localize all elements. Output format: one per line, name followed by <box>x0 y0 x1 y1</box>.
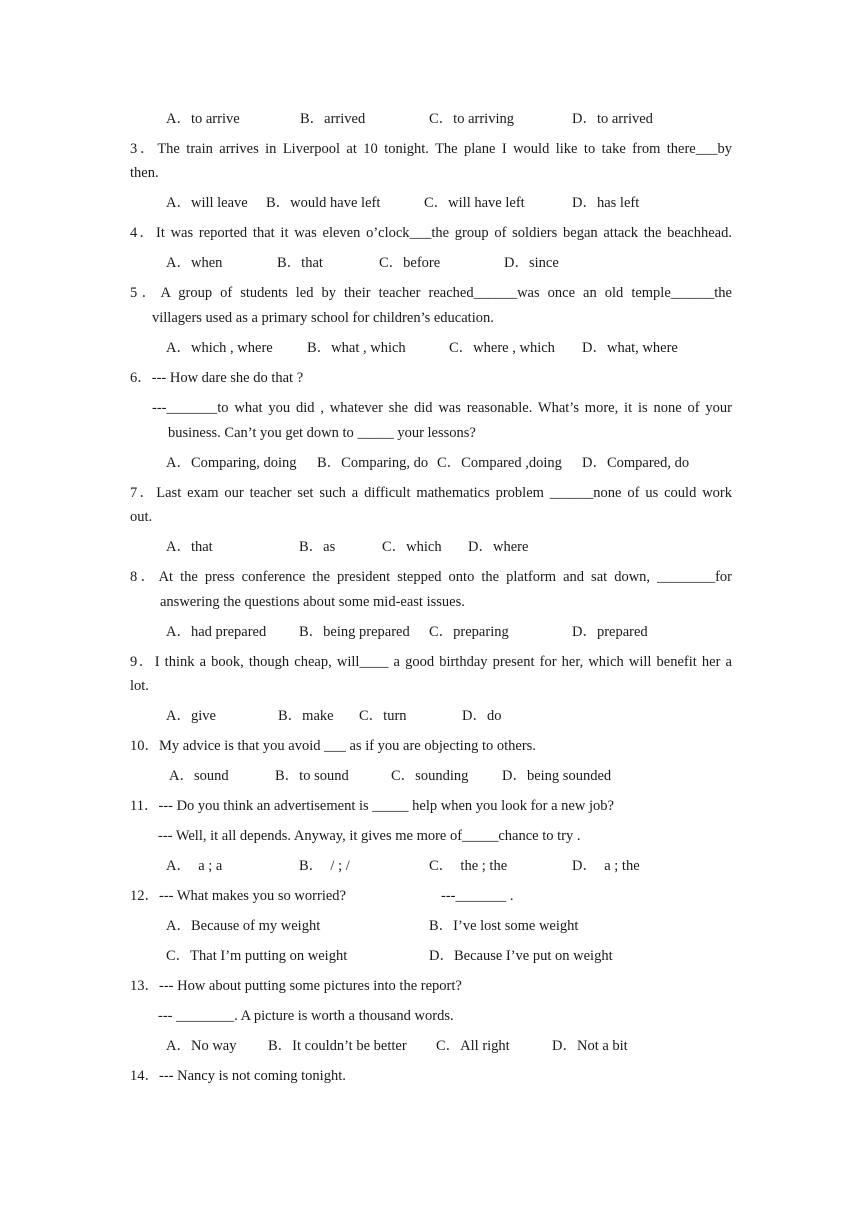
answer-blank-2: _____ <box>462 828 499 844</box>
option-b: B．as <box>299 539 336 555</box>
option-d: D．what, where <box>582 340 678 356</box>
dialogue-response-continued: business. Can’t you get down to _____ your lessons? <box>168 425 476 441</box>
option-b: B．would have left <box>266 195 381 211</box>
option-c: C．to arriving <box>429 111 514 127</box>
option-a: A．sound <box>169 768 229 784</box>
option-a: A．when <box>166 255 223 271</box>
option-b: B．that <box>277 255 323 271</box>
option-d: D．Compared, do <box>582 455 690 471</box>
answer-blank-2: ______ <box>670 285 715 301</box>
answer-blank-1: _____ <box>372 798 409 814</box>
option-d: D．do <box>462 708 502 724</box>
option-b: B．to sound <box>275 768 349 784</box>
option-b: B．being prepared <box>299 624 410 640</box>
answer-blank: ________ <box>657 569 716 585</box>
question-stem: 14．--- Nancy is not coming tonight. <box>130 1068 346 1084</box>
question-stem: 4．It was reported that it was eleven o’clock___the group of soldiers began attack the beachhead. <box>130 225 732 241</box>
option-b: B．arrived <box>300 111 366 127</box>
option-d: D．Not a bit <box>552 1038 628 1054</box>
option-d: D．Because I’ve put on weight <box>429 948 613 964</box>
answer-blank-1: ______ <box>473 285 518 301</box>
question-stem: 5．A group of students led by their teacher reached______was once an old temple______the <box>130 285 732 301</box>
option-a: A．to arrive <box>166 111 240 127</box>
answer-blank: ________ <box>176 1008 235 1024</box>
option-c: C．preparing <box>429 624 509 640</box>
question-stem: 3．The train arrives in Liverpool at 10 tonight. The plane I would like to take from there___by <box>130 141 732 157</box>
option-c: C．before <box>379 255 441 271</box>
option-d: D．prepared <box>572 624 648 640</box>
question-stem: 7．Last exam our teacher set such a difficult mathematics problem ______none of us could work <box>130 485 732 501</box>
option-c: C．sounding <box>391 768 469 784</box>
option-d: D．being sounded <box>502 768 612 784</box>
answer-blank: ____ <box>359 654 389 670</box>
option-c: C． the ; the <box>429 858 508 874</box>
question-stem-continued: then. <box>130 165 159 181</box>
answer-blank: ___ <box>324 738 346 754</box>
option-b: B．Comparing, do <box>317 455 429 471</box>
dialogue-response: ---_______ . <box>441 888 514 904</box>
option-b: B．make <box>278 708 334 724</box>
dialogue-response: --- Well, it all depends. Anyway, it gives me more of_____chance to try . <box>158 828 581 844</box>
option-a: A．No way <box>166 1038 237 1054</box>
option-a: A．will leave <box>166 195 248 211</box>
answer-blank: ______ <box>549 485 594 501</box>
option-a: A．that <box>166 539 213 555</box>
dialogue-response: --- ________. A picture is worth a thousand words. <box>158 1008 454 1024</box>
option-a: A．give <box>166 708 216 724</box>
option-a: A．Because of my weight <box>166 918 321 934</box>
option-b: B．what , which <box>307 340 406 356</box>
answer-blank: ___ <box>409 225 432 241</box>
option-a: A．Comparing, doing <box>166 455 297 471</box>
option-c: C．where , which <box>449 340 555 356</box>
option-d: D．to arrived <box>572 111 653 127</box>
option-a: A．which , where <box>166 340 273 356</box>
answer-blank: ___ <box>695 141 718 157</box>
answer-blank: _______ <box>455 888 507 904</box>
option-c: C．All right <box>436 1038 510 1054</box>
option-d: D．where <box>468 539 529 555</box>
option-c: C．which <box>382 539 442 555</box>
question-stem: 6．--- How dare she do that ? <box>130 370 304 386</box>
option-c: C．turn <box>359 708 407 724</box>
option-a: A． a ; a <box>166 858 223 874</box>
question-stem-continued: answering the questions about some mid-east issues. <box>160 594 465 610</box>
option-d: D． a ; the <box>572 858 640 874</box>
answer-blank-1: _______ <box>166 400 218 416</box>
option-c: C．Compared ,doing <box>437 455 562 471</box>
question-stem: 9．I think a book, though cheap, will____ a good birthday present for her, which will benefit her a <box>130 654 732 670</box>
option-c: C．will have left <box>424 195 525 211</box>
question-stem-continued: villagers used as a primary school for children’s education. <box>152 310 494 326</box>
dialogue-response: ---_______to what you did , whatever she did was reasonable. What’s more, it is none of your <box>152 400 732 416</box>
question-stem: 12．--- What makes you so worried? <box>130 888 346 904</box>
question-stem: 13．--- How about putting some pictures into the report? <box>130 978 462 994</box>
option-d: D．since <box>504 255 559 271</box>
option-d: D．has left <box>572 195 640 211</box>
question-stem-continued: lot. <box>130 678 149 694</box>
option-a: A．had prepared <box>166 624 267 640</box>
question-stem: 11．--- Do you think an advertisement is _____ help when you look for a new job? <box>130 798 614 814</box>
question-stem-continued: out. <box>130 509 153 525</box>
option-c: C．That I’m putting on weight <box>166 948 348 964</box>
option-b: B．It couldn’t be better <box>268 1038 407 1054</box>
option-b: B． / ; / <box>299 858 350 874</box>
option-b: B．I’ve lost some weight <box>429 918 579 934</box>
question-stem: 10．My advice is that you avoid ___ as if you are objecting to others. <box>130 738 536 754</box>
answer-blank-2: _____ <box>357 425 394 441</box>
question-stem: 8．At the press conference the president stepped onto the platform and sat down, ________for <box>130 569 732 585</box>
